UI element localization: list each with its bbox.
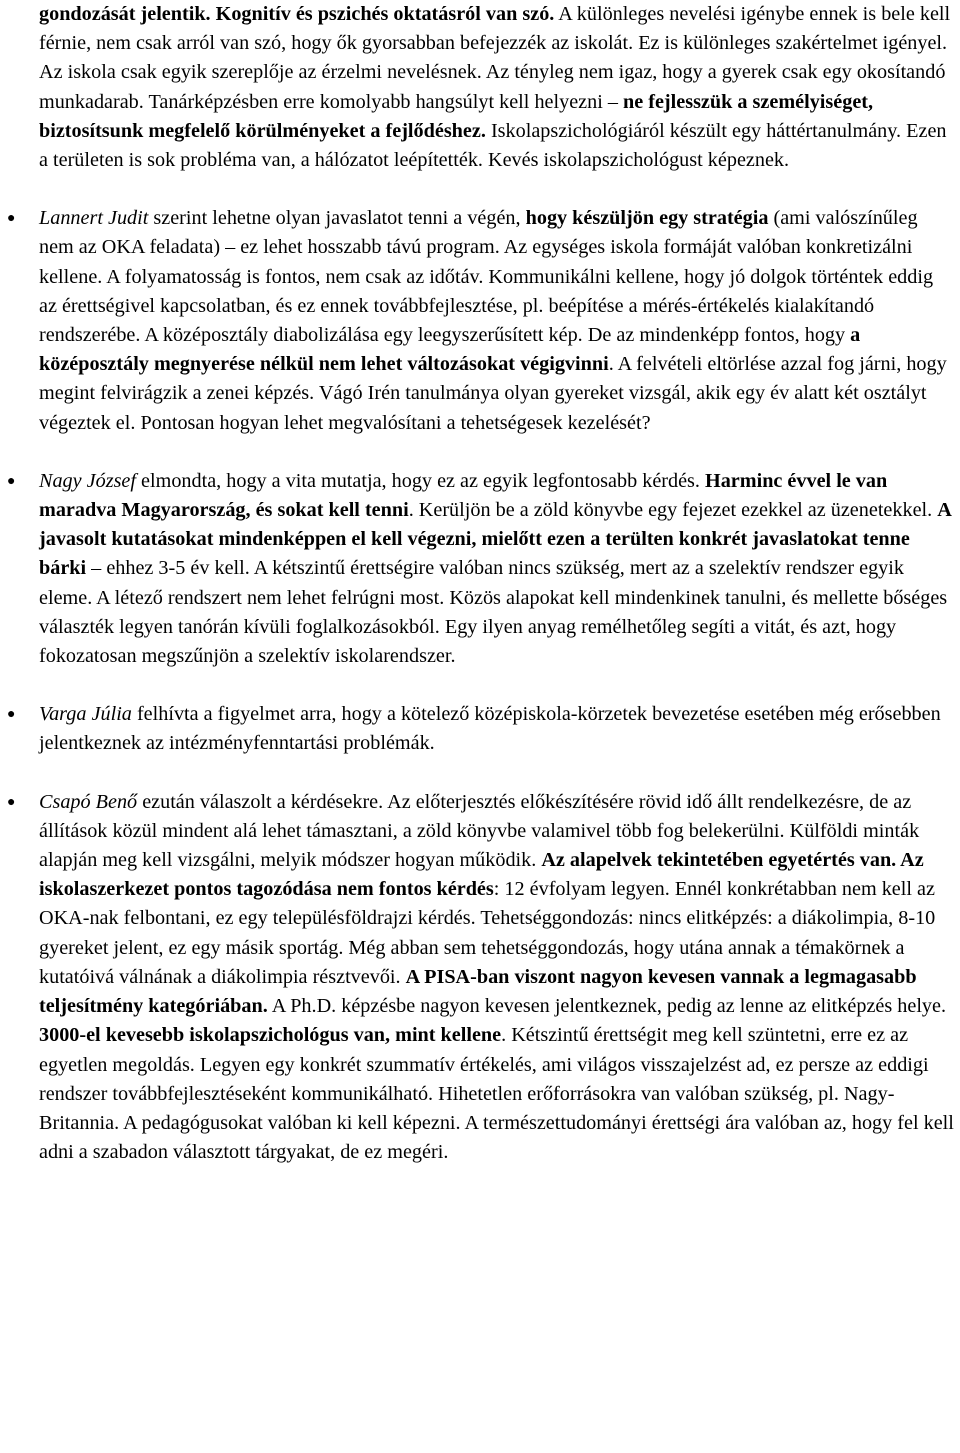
speaker-name: Varga Júlia bbox=[39, 703, 132, 726]
body-text: (ami valószínűleg nem az OKA feladata) – ez lehet hosszabb távú program. Az egységes iskola formáját valóban konkretizálni kellene. A folyamatosság is fontos, nem csak az időtáv. Kommunikálni kellene, hogy jó dolgok történtek eddig az érettségivel kapcsolatban, és ez ennek továbbfejlesztése, pl. beépítése a mérés-értékelés kialakítandó rendszerébe. A középosztály diabolizálása egy leegyszerűsített kép. De az mindenképp fontos, hogy bbox=[39, 207, 934, 347]
emphasis-text: 3000-el kevesebb iskolapszichológus van, mint kellene bbox=[39, 1024, 502, 1047]
bullet-item-nagy bbox=[39, 467, 955, 671]
body-text: Iskolapszichológiáról készült egy háttértanulmány. Ezen a területen is sok probléma van, a hálózatot leépítették. Kevés iskolapszichológust képeznek. bbox=[39, 119, 947, 172]
intro-paragraph bbox=[39, 0, 955, 175]
body-text: – ehhez 3-5 év kell. A kétszintű érettségire valóban nincs szükség, mert az a szelektív rendszer egyik eleme. A létező rendszert nem lehet felrúgni most. Közös alapokat kell mindenkinek tanulni, és mellette bőséges választék legyen tanórán kívüli foglalkozásokból. Egy ilyen anyag remélhetőleg segíti a vitát, és azt, hogy fokozatosan megszűnjön a szelektív iskolarendszer. bbox=[39, 557, 948, 668]
bullet-item-csapo bbox=[39, 788, 955, 1168]
speaker-name: Csapó Benő bbox=[39, 790, 138, 813]
body-text: felhívta a figyelmet arra, hogy a kötelező középiskola-körzetek bevezetése esetében még erősebben jelentkeznek az intézményfenntartási problémák. bbox=[39, 703, 941, 755]
body-text: A Ph.D. képzésbe nagyon kevesen jelentkeznek, pedig az lenne az elitképzés helye. bbox=[267, 995, 947, 1018]
bullet-item-text bbox=[39, 703, 941, 754]
body-text: . Kétszintű érettségit meg kell szüntetni, erre ez az egyetlen megoldás. Legyen egy konkrét szummatív értékelés, ami világos visszajelzést ad, ez persze az eddigi rendszer továbbfejlesztéseként kommunikálható. Hihetetlen erőforrásokra van valóban szükség, pl. Nagy-Britannia. A pedagógusokat valóban ki kell képezni. A természettudományi érettségi ára valóban az, hogy fel kell adni a szabadon választott tárgyakat, de ez megéri. bbox=[39, 1024, 954, 1164]
emphasis-text: ne fejlesszük a személyiséget, biztosítsunk megfelelő körülményeket a fejlődéshez. bbox=[39, 90, 874, 142]
body-text: elmondta, hogy a vita mutatja, hogy ez az egyik legfontosabb kérdés. bbox=[136, 469, 706, 492]
bullet-icon bbox=[7, 467, 17, 496]
bullet-icon bbox=[7, 204, 17, 233]
bullet-item-text bbox=[39, 207, 947, 433]
speaker-name: Lannert Judit bbox=[39, 207, 149, 230]
bullet-item-lannert bbox=[39, 204, 955, 438]
body-text: . Kerüljön be a zöld könyvbe egy fejezet ezekkel az üzenetekkel. bbox=[408, 499, 938, 522]
speaker-name: Nagy József bbox=[39, 469, 136, 492]
bullet-icon bbox=[7, 700, 17, 729]
bullet-item-varga bbox=[39, 700, 955, 758]
emphasis-text: Harminc évvel le van maradva Magyarország, és sokat kell tenni bbox=[39, 469, 888, 522]
bullet-list bbox=[39, 204, 955, 1167]
body-text: ezután válaszolt a kérdésekre. Az előterjesztés előkészítésére rövid idő állt rendelkezésre, de az állítások közül mindent alá lehet támasztani, a zöld könyvbe valamivel több fog belekerülni. Külföldi minták alapján meg kell vizsgálni, melyik módszer hogyan működik. bbox=[39, 790, 920, 872]
emphasis-text: a középosztály megnyerése nélkül nem lehet változásokat végigvinni bbox=[39, 324, 861, 376]
bullet-item-text bbox=[39, 791, 954, 1163]
body-text: A különleges nevelési igénybe ennek is bele kell férnie, nem csak arról van szó, hogy ők gyorsabban befejezzék az iskolát. Ez is különleges szakértelmet igényel. Az iskola csak egyik szereplője az érzelmi nevelésnek. Az tényleg nem igaz, hogy a gyerek csak egy okosítandó munkadarab. Tanárképzésben erre komolyabb hangsúlyt kell helyezni – bbox=[39, 3, 951, 113]
bullet-icon bbox=[7, 788, 17, 817]
bullet-item-text bbox=[39, 470, 951, 667]
emphasis-text: A PISA-ban viszont nagyon kevesen vannak a legmagasabb teljesítmény kategóriában. bbox=[39, 965, 917, 1018]
body-text: : 12 évfolyam legyen. Ennél konkrétabban nem kell az OKA-nak felbontani, ez egy településföldrajzi kérdés. Tehetséggondozás: nincs elitképzés: a diákolimpia, 8-10 gyereket jelent, ez egy másik sportág. Még abban sem tehetséggondozás, hogy utána annak a témakörnek a kutatóivá válnának a diákolimpia résztvevői. bbox=[39, 878, 936, 988]
document-page bbox=[39, 0, 955, 1167]
emphasis-text: A javasolt kutatásokat mindenképpen el kell végezni, mielőtt ezen a terülten konkrét javaslatokat tenne bárki bbox=[39, 499, 951, 580]
body-text: . A felvételi eltörlése azzal fog járni, hogy megint felvirágzik a zenei képzés. Vágó Irén tanulmánya olyan gyereket vizsgál, akik egy év alatt két osztályt végeztek el. Pontosan hogyan lehet megvalósítani a tehetségesek kezelését? bbox=[39, 353, 947, 434]
body-text: szerint lehetne olyan javaslatot tenni a végén, bbox=[148, 207, 526, 230]
emphasis-text: gondozását jelentik. Kognitív és pszichés oktatásról van szó. bbox=[39, 3, 555, 25]
emphasis-text: hogy készüljön egy stratégia bbox=[525, 207, 769, 230]
emphasis-text: Az alapelvek tekintetében egyetértés van. Az iskolaszerkezet pontos tagozódása nem fontos kérdés bbox=[39, 849, 924, 901]
